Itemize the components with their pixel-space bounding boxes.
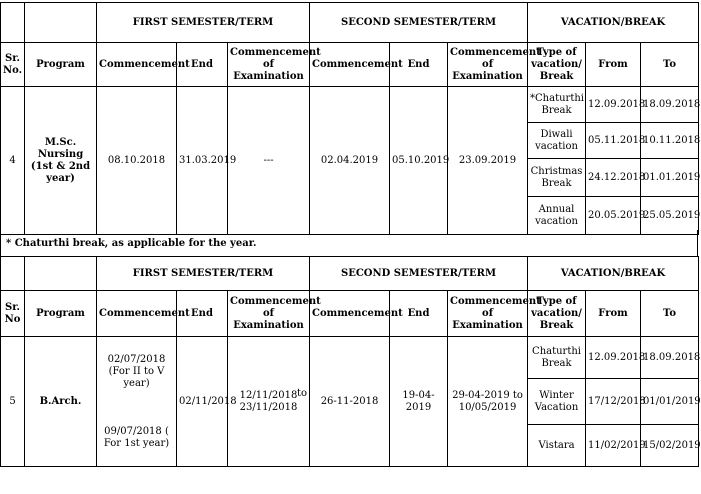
header-first-end: End <box>177 291 228 337</box>
vacation-to: 10.11.2018 <box>641 123 699 159</box>
first-exam <box>228 337 310 467</box>
header-second-semester: SECOND SEMESTER/TERM <box>310 3 528 43</box>
first-exam-to: to <box>296 387 308 399</box>
first-commencement-b: 09/07/2018 ( For 1st year) <box>103 425 170 449</box>
first-commencement-a: 02/07/2018 (For II to V year) <box>107 353 166 389</box>
header-first-exam: Commencement of Examination <box>228 43 310 87</box>
header-blank <box>25 257 97 291</box>
header-sr-no: Sr. No. <box>1 43 25 87</box>
header-second-exam: Commencement of Examination <box>448 291 528 337</box>
second-exam: 23.09.2019 <box>448 87 528 235</box>
vacation-to: 25.05.2019 <box>641 197 699 235</box>
vacation-type: Chaturthi Break <box>528 337 586 379</box>
header-second-commencement: Commencement <box>310 291 390 337</box>
second-end: 05.10.2019 <box>390 87 448 235</box>
header-first-commencement: Commencement <box>97 43 177 87</box>
header-blank <box>25 3 97 43</box>
vacation-to: 15/02/2019 <box>641 425 699 467</box>
vacation-type: Vistara <box>528 425 586 467</box>
header-to: To <box>641 291 699 337</box>
vacation-to: 18.09.2018 <box>641 87 699 123</box>
header-first-semester: FIRST SEMESTER/TERM <box>97 3 310 43</box>
calendar-table-barch <box>0 256 699 467</box>
footnote: * Chaturthi break, as applicable for the year. <box>6 238 257 249</box>
row-program: M.Sc. Nursing (1st & 2nd year) <box>25 87 97 235</box>
header-first-semester: FIRST SEMESTER/TERM <box>97 257 310 291</box>
header-second-commencement: Commencement <box>310 43 390 87</box>
header-program: Program <box>25 291 97 337</box>
row-program: B.Arch. <box>25 337 97 467</box>
header-blank <box>1 3 25 43</box>
vacation-type: Diwali vacation <box>528 123 586 159</box>
first-exam: --- <box>228 87 310 235</box>
second-commencement: 26-11-2018 <box>310 337 390 467</box>
header-first-exam: Commencement of Examination <box>228 291 310 337</box>
header-from: From <box>586 43 641 87</box>
header-second-exam: Commencement of Examination <box>448 43 528 87</box>
header-vacation-type: Type of vacation/ Break <box>528 43 586 87</box>
vacation-from: 12.09.2018 <box>586 87 641 123</box>
first-commencement: 08.10.2018 <box>97 87 177 235</box>
header-second-semester: SECOND SEMESTER/TERM <box>310 257 528 291</box>
first-exam-dates: 12/11/2018 23/11/2018 <box>239 389 298 413</box>
vacation-from: 11/02/2019 <box>586 425 641 467</box>
vacation-from: 12.09.2018 <box>586 337 641 379</box>
header-blank <box>1 257 25 291</box>
header-to: To <box>641 43 699 87</box>
header-vacation: VACATION/BREAK <box>528 257 699 291</box>
header-vacation: VACATION/BREAK <box>528 3 699 43</box>
header-first-commencement: Commencement <box>97 291 177 337</box>
header-second-end: End <box>390 291 448 337</box>
vacation-from: 17/12/2018 <box>586 379 641 425</box>
row-sr-no: 4 <box>1 87 25 235</box>
header-first-end: End <box>177 43 228 87</box>
vacation-type: *Chaturthi Break <box>528 87 586 123</box>
header-vacation-type: Type of vacation/ Break <box>528 291 586 337</box>
second-end: 19-04-2019 <box>390 337 448 467</box>
second-commencement: 02.04.2019 <box>310 87 390 235</box>
first-end: 02/11/2018 <box>177 337 228 467</box>
header-program: Program <box>25 43 97 87</box>
vacation-from: 05.11.2018 <box>586 123 641 159</box>
header-from: From <box>586 291 641 337</box>
vacation-from: 20.05.2019 <box>586 197 641 235</box>
first-commencement <box>97 337 177 467</box>
vacation-type: Winter Vacation <box>528 379 586 425</box>
header-second-end: End <box>390 43 448 87</box>
vacation-to: 01.01.2019 <box>641 159 699 197</box>
first-end: 31.03.2019 <box>177 87 228 235</box>
calendar-table-msc-nursing <box>0 2 699 235</box>
second-exam: 29-04-2019 to 10/05/2019 <box>448 337 528 467</box>
vacation-type: Christmas Break <box>528 159 586 197</box>
vacation-to: 01/01/2019 <box>641 379 699 425</box>
vacation-type: Annual vacation <box>528 197 586 235</box>
header-sr-no: Sr. No <box>1 291 25 337</box>
row-sr-no: 5 <box>1 337 25 467</box>
vacation-to: 18.09.2018 <box>641 337 699 379</box>
vacation-from: 24.12.2018 <box>586 159 641 197</box>
